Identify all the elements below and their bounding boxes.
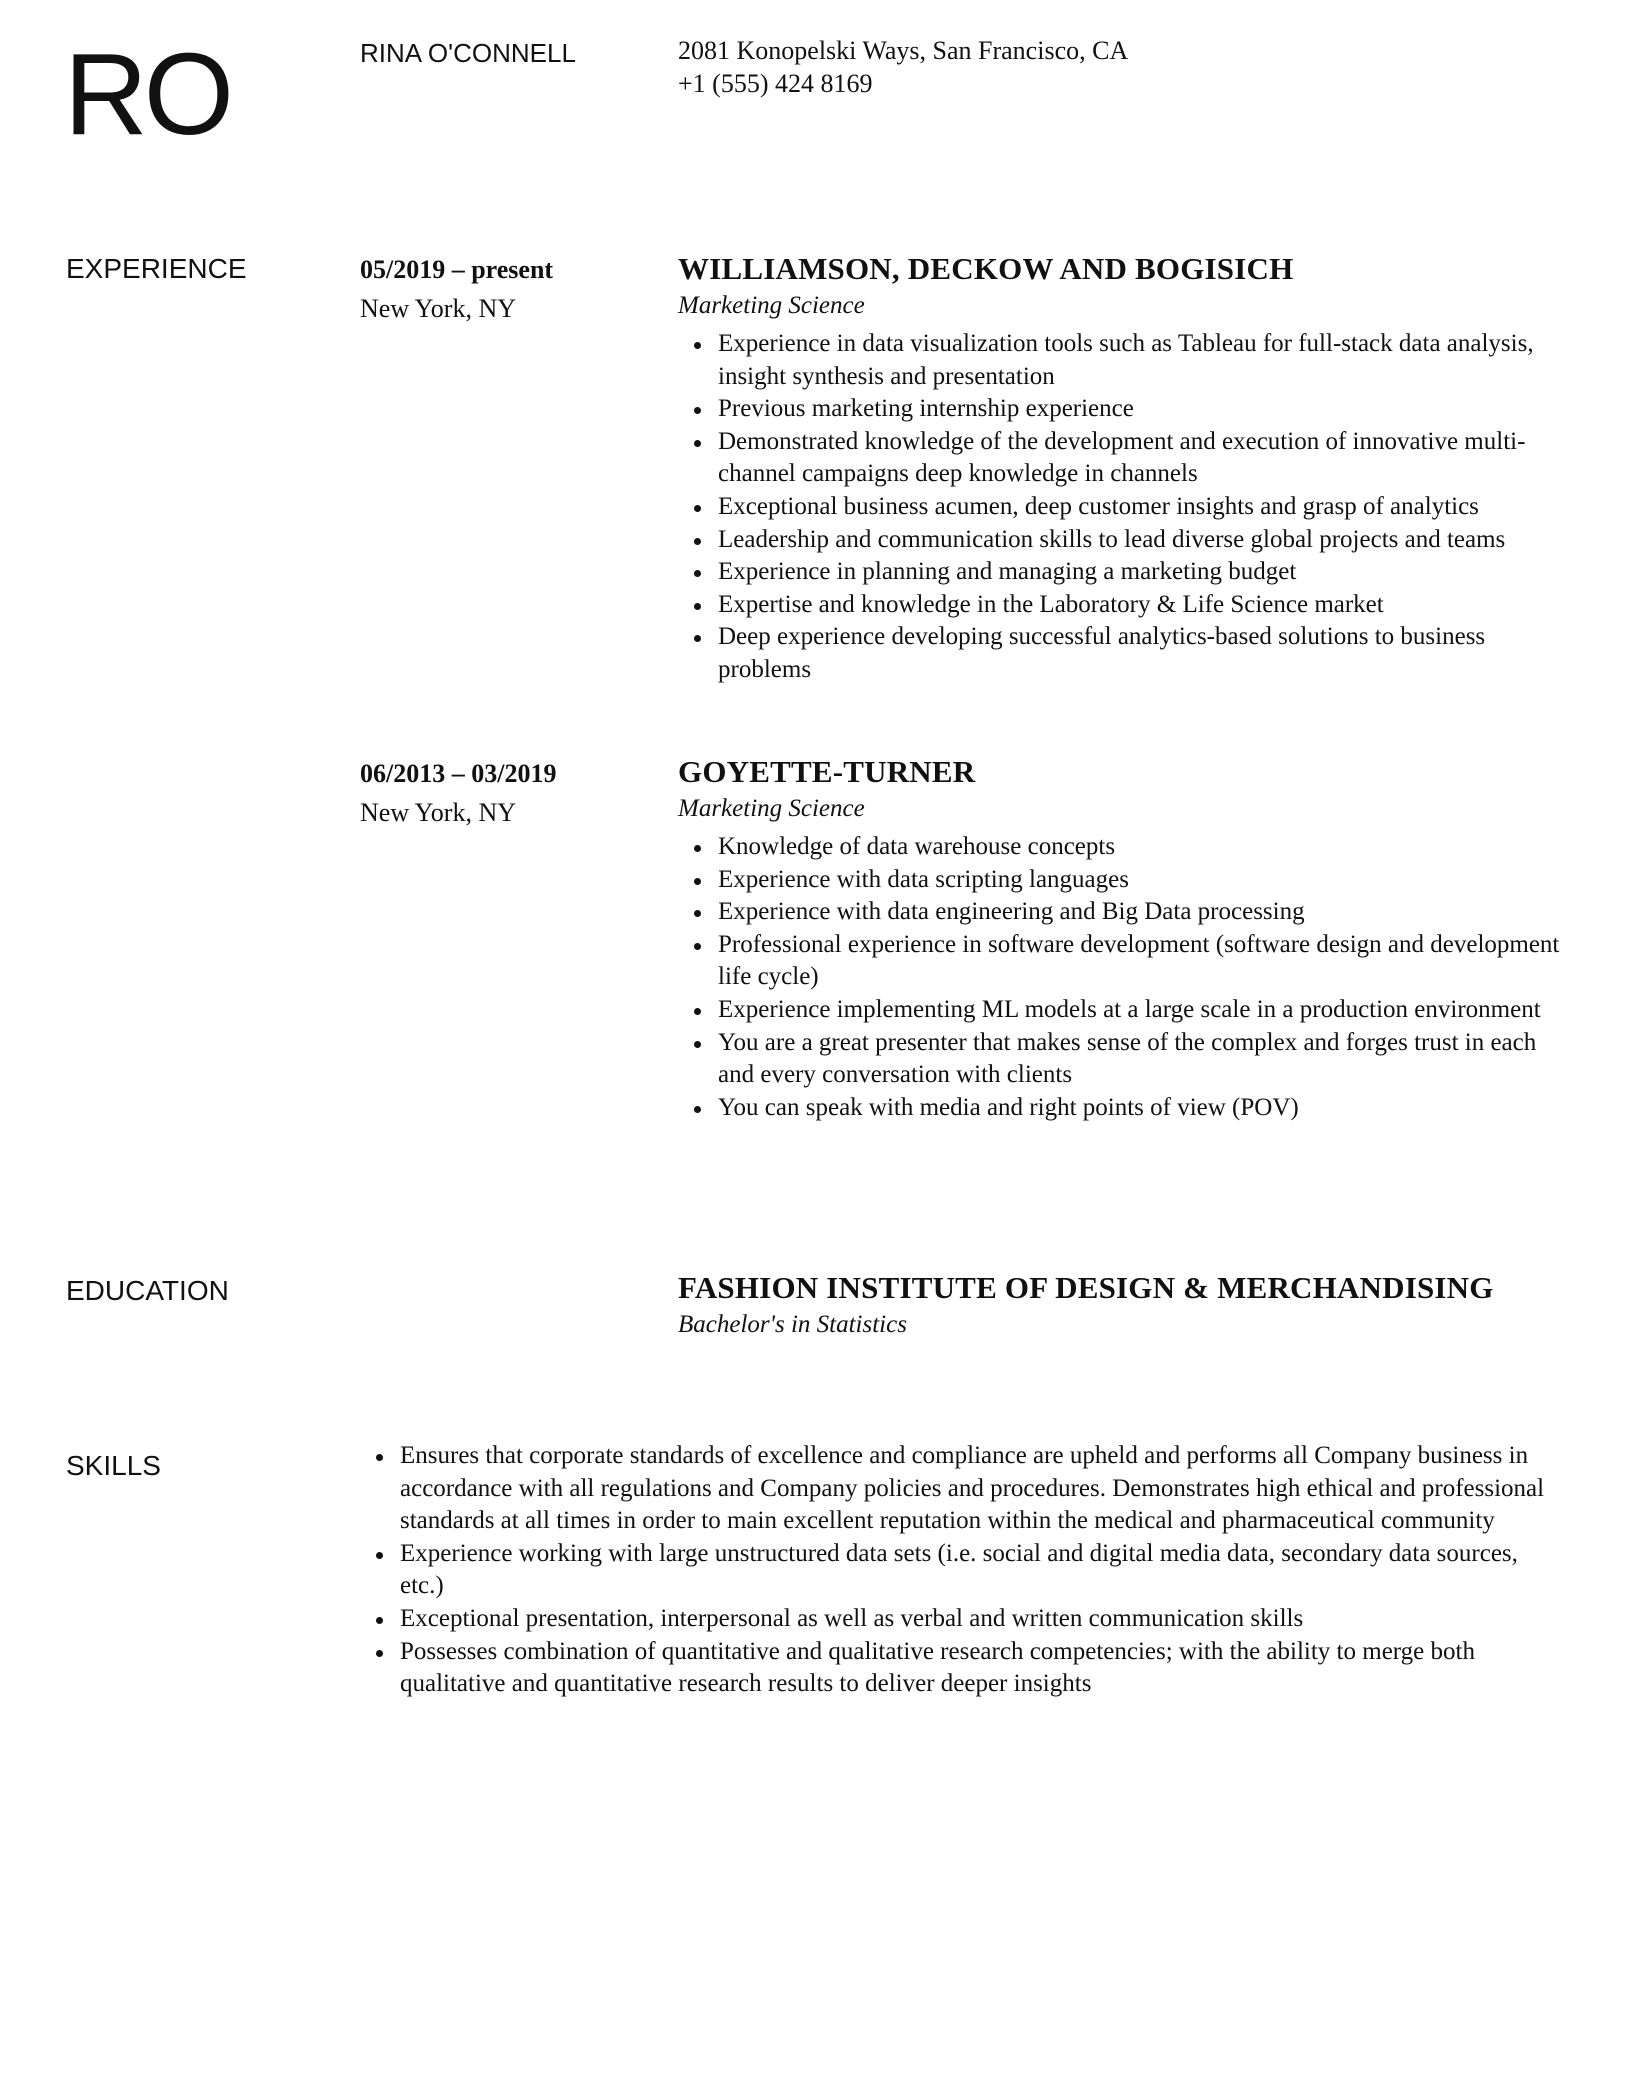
experience-heading: EXPERIENCE [66,253,247,284]
job-1-company: WILLIAMSON, DECKOW AND BOGISICH [678,251,1294,286]
education-degree: Bachelor's in Statistics [678,1311,907,1338]
job-1-role: Marketing Science [678,292,865,319]
job-2-company: GOYETTE-TURNER [678,754,976,789]
list-item: You can speak with media and right points of view (POV) [678,1092,1578,1125]
education-heading: EDUCATION [66,1275,229,1306]
job-2 [678,754,1578,1124]
job-1-bullets [678,328,1578,687]
list-item: Demonstrated knowledge of the development and execution of innovative multi-channel campaigns deep knowledge in channels [678,426,1578,491]
contact-info [678,34,1128,100]
education-school: FASHION INSTITUTE OF DESIGN & MERCHANDISING [678,1270,1494,1305]
list-item: Knowledge of data warehouse concepts [678,831,1578,864]
list-item: You are a great presenter that makes sense of the complex and forges trust in each and every conversation with clients [678,1027,1578,1092]
list-item: Professional experience in software development (software design and development life cycle) [678,929,1578,994]
skills-bullets [360,1440,1560,1701]
list-item: Experience working with large unstructured data sets (i.e. social and digital media data, secondary data sources, etc.) [360,1538,1560,1603]
address: 2081 Konopelski Ways, San Francisco, CA [678,36,1129,65]
phone: +1 (555) 424 8169 [678,69,873,98]
list-item: Possesses combination of quantitative and qualitative research competencies; with the ability to merge both qualitative and quantitative research results to deliver deeper insights [360,1636,1560,1701]
list-item: Expertise and knowledge in the Laboratory & Life Science market [678,589,1578,622]
list-item: Previous marketing internship experience [678,393,1578,426]
list-item: Exceptional business acumen, deep customer insights and grasp of analytics [678,491,1578,524]
skills-list [360,1440,1560,1701]
list-item: Deep experience developing successful analytics-based solutions to business problems [678,621,1578,686]
job-1 [678,251,1578,687]
list-item: Exceptional presentation, interpersonal as well as verbal and written communication skills [360,1603,1560,1636]
job-2-bullets [678,831,1578,1124]
list-item: Experience in planning and managing a marketing budget [678,556,1578,589]
job-1-dates: 05/2019 – present [360,255,554,284]
list-item: Experience with data scripting languages [678,864,1578,897]
list-item: Leadership and communication skills to lead diverse global projects and teams [678,524,1578,557]
job-1-meta [360,253,553,325]
list-item: Ensures that corporate standards of excellence and compliance are upheld and performs all Company business in accordance with all regulations and Company policies and procedures. Demonstrates high ethical and professional standards at all times in order to main excellent reputation within the medical and pharmaceutical community [360,1440,1560,1538]
education-entry [678,1270,1578,1341]
candidate-name: RINA O'CONNELL [360,38,576,68]
list-item: Experience in data visualization tools such as Tableau for full-stack data analysis, insight synthesis and presentation [678,328,1578,393]
skills-heading: SKILLS [66,1450,161,1481]
job-1-location: New York, NY [360,294,517,323]
list-item: Experience implementing ML models at a large scale in a production environment [678,994,1578,1027]
monogram: RO [64,29,230,159]
job-2-role: Marketing Science [678,795,865,822]
list-item: Experience with data engineering and Big Data processing [678,896,1578,929]
job-2-location: New York, NY [360,798,517,827]
job-2-dates: 06/2013 – 03/2019 [360,759,557,788]
job-2-meta [360,757,556,829]
